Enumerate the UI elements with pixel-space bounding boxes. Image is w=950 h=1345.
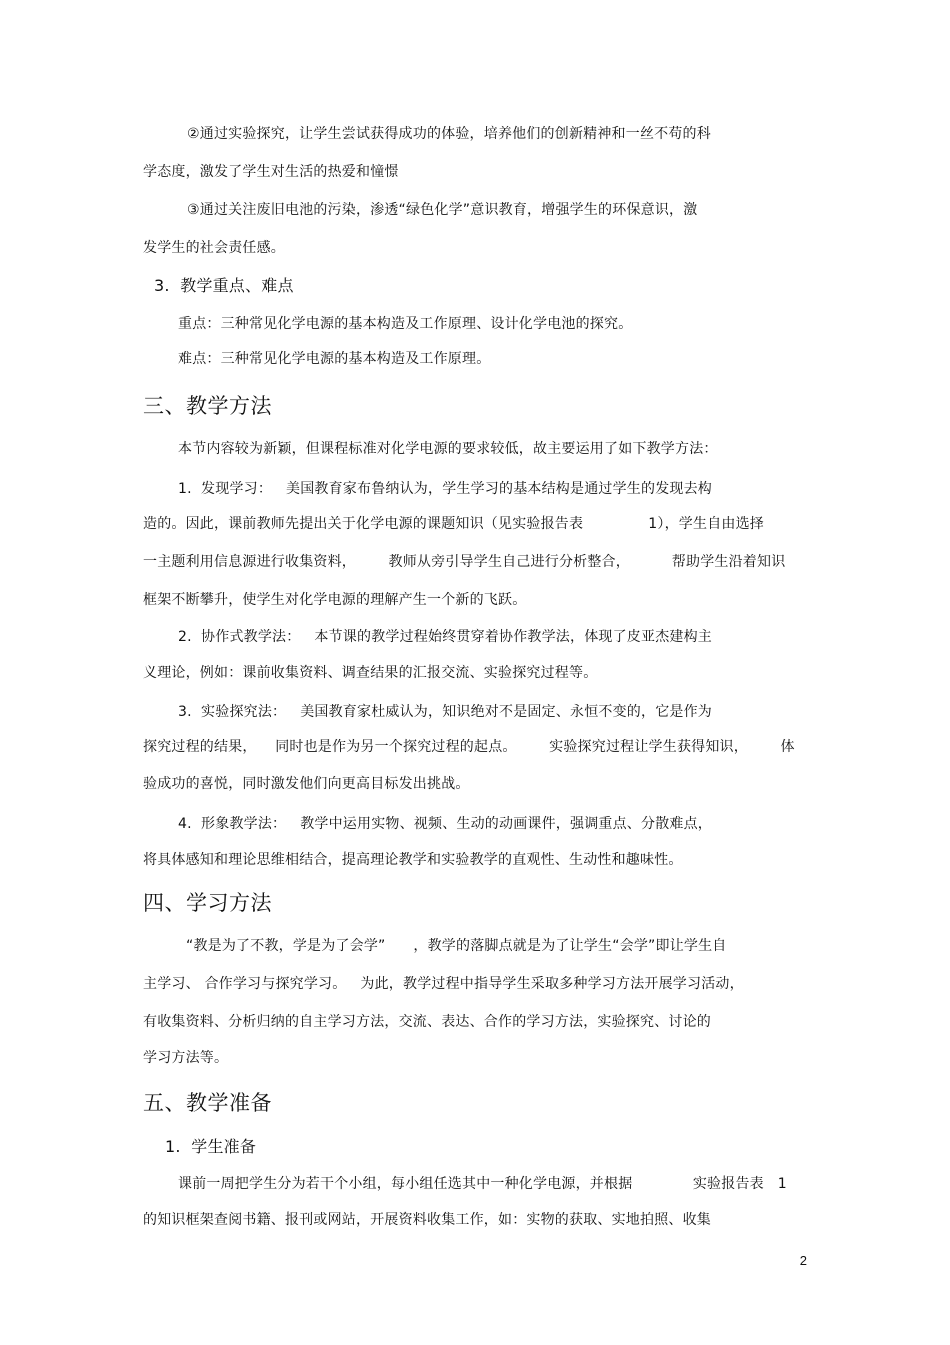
focus-text: 重点：三种常见化学电源的基本构造及工作原理、设计化学电池的探究。	[178, 316, 633, 332]
method-line: 4. 形象教学法： 教学中运用实物、视频、生动的动画课件，强调重点、分散难点，	[178, 816, 713, 832]
method-line: 1. 发现学习： 美国教育家布鲁纳认为，学生学习的基本结构是通过学生的发现去构	[178, 481, 713, 497]
section-heading: 三、教学方法	[143, 394, 272, 418]
paragraph-line: 发学生的社会责任感。	[143, 240, 285, 256]
paragraph-line: “教是为了不教，学是为了会学” ，教学的落脚点就是为了让学生“会学”即让学生自	[186, 938, 727, 954]
method-line: 框架不断攀升，使学生对化学电源的理解产生一个新的飞跃。	[143, 592, 527, 608]
section-subheading: 3. 教学重点、难点	[154, 276, 294, 295]
page-number: 2	[799, 1253, 807, 1268]
paragraph-line: 课前一周把学生分为若干个小组，每小组任选其中一种化学电源，并根据 实验报告表 1	[178, 1176, 787, 1192]
paragraph-line: 学态度，激发了学生对生活的热爱和憧憬	[143, 164, 399, 180]
method-line: 2. 协作式教学法： 本节课的教学过程始终贯穿着协作教学法，体现了皮亚杰建构主	[178, 629, 713, 645]
paragraph-line: ③通过关注废旧电池的污染，渗透“绿色化学”意识教育，增强学生的环保意识，激	[187, 202, 698, 218]
paragraph-line: ②通过实验探究，让学生尝试获得成功的体验，培养他们的创新精神和一丝不苟的科	[187, 126, 711, 142]
paragraph-line: 本节内容较为新颖，但课程标准对化学电源的要求较低，故主要运用了如下教学方法：	[178, 441, 718, 457]
difficulty-text: 难点：三种常见化学电源的基本构造及工作原理。	[178, 351, 491, 367]
paragraph-line: 的知识框架查阅书籍、报刊或网站，开展资料收集工作，如：实物的获取、实地拍照、收集	[143, 1212, 711, 1228]
method-line: 验成功的喜悦，同时激发他们向更高目标发出挑战。	[143, 776, 470, 792]
paragraph-line: 学习方法等。	[143, 1050, 229, 1066]
section-heading: 五、教学准备	[143, 1091, 272, 1115]
method-line: 3. 实验探究法： 美国教育家杜威认为，知识绝对不是固定、永恒不变的，它是作为	[178, 704, 713, 720]
paragraph-line: 有收集资料、分析归纳的自主学习方法，交流、表达、合作的学习方法，实验探究、讨论的	[143, 1014, 711, 1030]
paragraph-line: 主学习、 合作学习与探究学习。 为此，教学过程中指导学生采取多种学习方法开展学习活动，	[143, 976, 744, 992]
method-line: 将具体感知和理论思维相结合，提高理论教学和实验教学的直观性、生动性和趣味性。	[143, 852, 683, 868]
method-line: 一主题利用信息源进行收集资料， 教师从旁引导学生自己进行分析整合， 帮助学生沿着知识	[143, 554, 786, 570]
section-subheading: 1. 学生准备	[165, 1137, 257, 1156]
method-line: 造的。因此，课前教师先提出关于化学电源的课题知识（见实验报告表 1），学生自由选择	[143, 516, 765, 532]
section-heading: 四、学习方法	[143, 891, 272, 915]
method-line: 探究过程的结果， 同时也是作为另一个探究过程的起点。 实验探究过程让学生获得知识， 体	[143, 739, 795, 755]
method-line: 义理论，例如：课前收集资料、调查结果的汇报交流、实验探究过程等。	[143, 665, 598, 681]
